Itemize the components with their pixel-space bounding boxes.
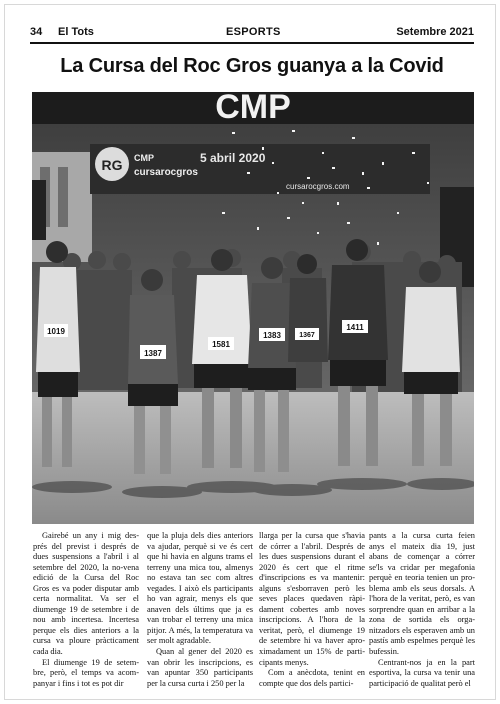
- paragraph: que la pluja dels dies anteriors va ajudar, perquè si ve és cert que hi havia en alguns trams el terreny una mica tou, almenys no estava tan sec com altres vegades. I això els participants ho van agrair, menys els que anaven dels últims que ja es van trobar el terreny una mica pitjor. A més, la temperatura va ser molt agradable.: [147, 531, 253, 646]
- issue-date: Setembre 2021: [396, 26, 474, 38]
- bib-1367: 1367: [299, 332, 315, 339]
- banner-date: 5 abril 2020: [200, 151, 266, 165]
- bib-1383: 1383: [263, 331, 281, 340]
- flag-banner-left: [32, 180, 46, 240]
- article-body: [33, 531, 477, 691]
- bib-1019: 1019: [47, 327, 65, 336]
- column-3: [259, 531, 365, 689]
- article-headline: La Cursa del Roc Gros guanya a la Covid: [60, 55, 444, 77]
- publication-name: El Tots: [58, 26, 94, 38]
- road: [32, 392, 474, 524]
- column-1: [33, 531, 139, 689]
- banner-brand-name: cursarocgros: [134, 167, 198, 178]
- paragraph: pants a la cursa curta feien anys el mateix dia 19, just abans de començar a córrer se'ls va cridar per megafonia perquè en teoria tenien un pro-blema amb els seus dorsals. A l'hora de la veritat, però, es van sorprendre quan en arribar a la zona de sortida els orga-nitzadors els esperaven amb un pastís amb espelmes perquè les bufessin.: [369, 531, 475, 657]
- paragraph: Centrant-nos ja en la part esportiva, la cursa va tenir una participació de qualitat però el: [369, 657, 475, 688]
- banner-url: cursarocgros.com: [286, 182, 350, 191]
- section-name: ESPORTS: [226, 26, 281, 38]
- race-start-photo: [32, 92, 474, 524]
- arch-logo: CMP: [215, 92, 291, 126]
- bib-1387: 1387: [144, 349, 162, 358]
- column-4: [369, 531, 475, 689]
- banner-logo-text: RG: [101, 157, 123, 173]
- bib-1411: 1411: [346, 323, 364, 332]
- column-2: [147, 531, 253, 689]
- header-rule: [30, 42, 474, 44]
- bib-1581: 1581: [212, 340, 230, 349]
- page-number: 34: [30, 26, 43, 38]
- paragraph: Quan al gener del 2020 es van obrir les inscripcions, es van apuntar 350 participants per la cursa curta i 250 per la: [147, 647, 253, 688]
- paragraph: Com a anècdota, tenint en compte que dos dels partici-: [259, 668, 365, 688]
- paragraph: llarga per la cursa que s'havia de córrer a l'abril. Després de les dues suspensions durant el 2020 és cert que el ritme d'inscripcions es va mantenir: alguns s'esborraven però les seves places quedaven ràpi-dament cobertes amb noves inscripcions. A l'hora de la veritat, però, el diumenge 19 de setembre hi va haver apro-ximadament un 15% de parti-cipants menys.: [259, 531, 365, 667]
- page-header: [30, 26, 474, 42]
- paragraph: Gairebé un any i mig des-prés del previst i després de dues suspensions a l'abril i al setembre del 2020, la no-vena edició de la Cursa del Roc Gros es va poder disputar amb certa normalitat. Va ser el diumenge 19 de setembre i de nou amb incertesa. Incertesa perque els dies anteriors a la cursa va ploure pràcticament cada dia.: [33, 531, 139, 657]
- banner-brand: CMP: [134, 153, 154, 163]
- paragraph: El diumenge 19 de setem-bre, però, el temps va acom-panyar i fins i tot es pot dir: [33, 657, 139, 688]
